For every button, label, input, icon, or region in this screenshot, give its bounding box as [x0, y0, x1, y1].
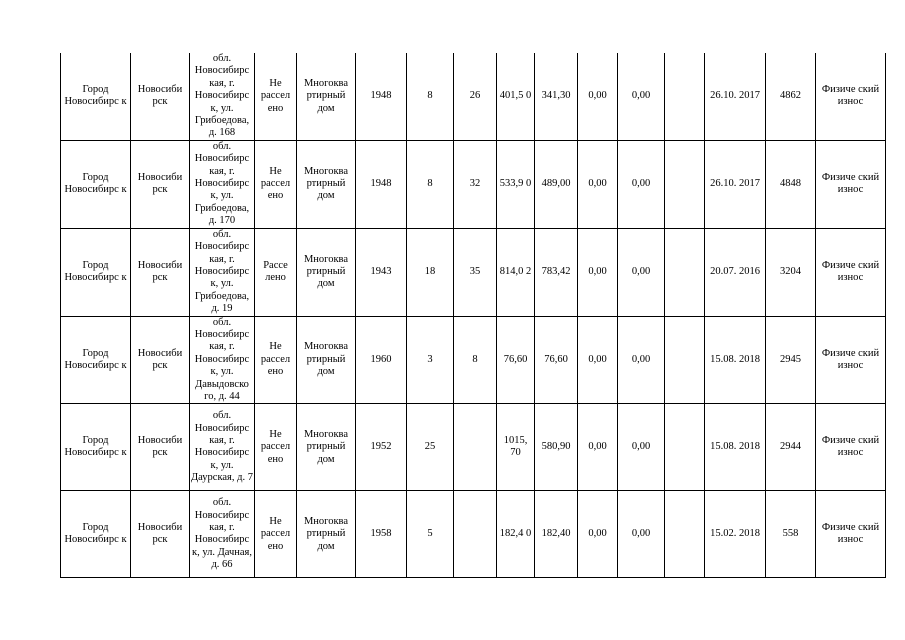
year-cell: 1958 — [356, 491, 407, 578]
address-cell: обл. Новосибирс кая, г. Новосибирс к, ул. Давыдовско го, д. 44 — [190, 316, 255, 404]
doc-number-cell: 4848 — [766, 140, 816, 228]
address-cell: обл. Новосибирс кая, г. Новосибирс к, ул. Грибоедова, д. 168 — [190, 53, 255, 140]
date-cell: 15.08. 2018 — [705, 404, 766, 491]
municipality-cell: Город Новосибирс к — [61, 491, 131, 578]
value-cell-2: 0,00 — [618, 140, 665, 228]
empty-cell — [665, 140, 705, 228]
area-living-cell: 76,60 — [535, 316, 578, 404]
table-row — [61, 228, 886, 316]
value-cell-1: 0,00 — [578, 228, 618, 316]
year-cell: 1948 — [356, 140, 407, 228]
year-cell: 1952 — [356, 404, 407, 491]
status-cell: Не рассел ено — [255, 404, 297, 491]
municipality-cell: Город Новосибирс к — [61, 53, 131, 140]
table-row — [61, 53, 886, 140]
doc-number-cell: 2945 — [766, 316, 816, 404]
house-type-cell: Многоква ртирный дом — [297, 53, 356, 140]
count-cell-2: 8 — [454, 316, 497, 404]
value-cell-2: 0,00 — [618, 53, 665, 140]
year-cell: 1948 — [356, 53, 407, 140]
date-cell: 26.10. 2017 — [705, 140, 766, 228]
year-cell: 1960 — [356, 316, 407, 404]
count-cell-2: 26 — [454, 53, 497, 140]
status-cell: Не рассел ено — [255, 316, 297, 404]
reason-cell: Физиче ский износ — [816, 140, 886, 228]
address-cell: обл. Новосибирс кая, г. Новосибирс к, ул. Грибоедова, д. 170 — [190, 140, 255, 228]
area-living-cell: 783,42 — [535, 228, 578, 316]
value-cell-1: 0,00 — [578, 404, 618, 491]
empty-cell — [665, 491, 705, 578]
doc-number-cell: 558 — [766, 491, 816, 578]
house-type-cell: Многоква ртирный дом — [297, 140, 356, 228]
count-cell-2: 35 — [454, 228, 497, 316]
status-cell: Рассе лено — [255, 228, 297, 316]
doc-number-cell: 3204 — [766, 228, 816, 316]
table-body — [61, 53, 886, 578]
area-total-cell: 814,0 2 — [497, 228, 535, 316]
housing-table — [60, 53, 886, 578]
reason-cell: Физиче ский износ — [816, 53, 886, 140]
status-cell: Не рассел ено — [255, 53, 297, 140]
empty-cell — [665, 53, 705, 140]
address-cell: обл. Новосибирс кая, г. Новосибирс к, ул. Грибоедова, д. 19 — [190, 228, 255, 316]
house-type-cell: Многоква ртирный дом — [297, 404, 356, 491]
count-cell: 5 — [407, 491, 454, 578]
status-cell: Не рассел ено — [255, 491, 297, 578]
municipality-cell: Город Новосибирс к — [61, 140, 131, 228]
value-cell-2: 0,00 — [618, 316, 665, 404]
value-cell-2: 0,00 — [618, 228, 665, 316]
municipality-cell: Город Новосибирс к — [61, 228, 131, 316]
settlement-cell: Новосиби рск — [131, 404, 190, 491]
area-living-cell: 341,30 — [535, 53, 578, 140]
area-total-cell: 182,4 0 — [497, 491, 535, 578]
empty-cell — [665, 228, 705, 316]
settlement-cell: Новосиби рск — [131, 53, 190, 140]
municipality-cell: Город Новосибирс к — [61, 316, 131, 404]
empty-cell — [665, 404, 705, 491]
count-cell: 25 — [407, 404, 454, 491]
count-cell: 18 — [407, 228, 454, 316]
table-row — [61, 491, 886, 578]
count-cell: 8 — [407, 140, 454, 228]
empty-cell — [665, 316, 705, 404]
value-cell-1: 0,00 — [578, 140, 618, 228]
table-row — [61, 140, 886, 228]
count-cell: 8 — [407, 53, 454, 140]
municipality-cell: Город Новосибирс к — [61, 404, 131, 491]
settlement-cell: Новосиби рск — [131, 491, 190, 578]
area-living-cell: 580,90 — [535, 404, 578, 491]
value-cell-1: 0,00 — [578, 53, 618, 140]
value-cell-1: 0,00 — [578, 491, 618, 578]
address-cell: обл. Новосибирс кая, г. Новосибирс к, ул. Дачная, д. 66 — [190, 491, 255, 578]
reason-cell: Физиче ский износ — [816, 491, 886, 578]
table-row — [61, 404, 886, 491]
count-cell-2 — [454, 491, 497, 578]
status-cell: Не рассел ено — [255, 140, 297, 228]
area-total-cell: 533,9 0 — [497, 140, 535, 228]
date-cell: 26.10. 2017 — [705, 53, 766, 140]
settlement-cell: Новосиби рск — [131, 140, 190, 228]
reason-cell: Физиче ский износ — [816, 404, 886, 491]
count-cell-2: 32 — [454, 140, 497, 228]
value-cell-2: 0,00 — [618, 404, 665, 491]
address-cell: обл. Новосибирс кая, г. Новосибирс к, ул. Даурская, д. 7 — [190, 404, 255, 491]
reason-cell: Физиче ский износ — [816, 316, 886, 404]
doc-number-cell: 2944 — [766, 404, 816, 491]
house-type-cell: Многоква ртирный дом — [297, 316, 356, 404]
value-cell-1: 0,00 — [578, 316, 618, 404]
doc-number-cell: 4862 — [766, 53, 816, 140]
area-living-cell: 182,40 — [535, 491, 578, 578]
house-type-cell: Многоква ртирный дом — [297, 228, 356, 316]
area-total-cell: 401,5 0 — [497, 53, 535, 140]
count-cell: 3 — [407, 316, 454, 404]
house-type-cell: Многоква ртирный дом — [297, 491, 356, 578]
table-row — [61, 316, 886, 404]
value-cell-2: 0,00 — [618, 491, 665, 578]
date-cell: 20.07. 2016 — [705, 228, 766, 316]
area-total-cell: 1015, 70 — [497, 404, 535, 491]
date-cell: 15.02. 2018 — [705, 491, 766, 578]
year-cell: 1943 — [356, 228, 407, 316]
area-living-cell: 489,00 — [535, 140, 578, 228]
settlement-cell: Новосиби рск — [131, 316, 190, 404]
count-cell-2 — [454, 404, 497, 491]
area-total-cell: 76,60 — [497, 316, 535, 404]
reason-cell: Физиче ский износ — [816, 228, 886, 316]
date-cell: 15.08. 2018 — [705, 316, 766, 404]
settlement-cell: Новосиби рск — [131, 228, 190, 316]
